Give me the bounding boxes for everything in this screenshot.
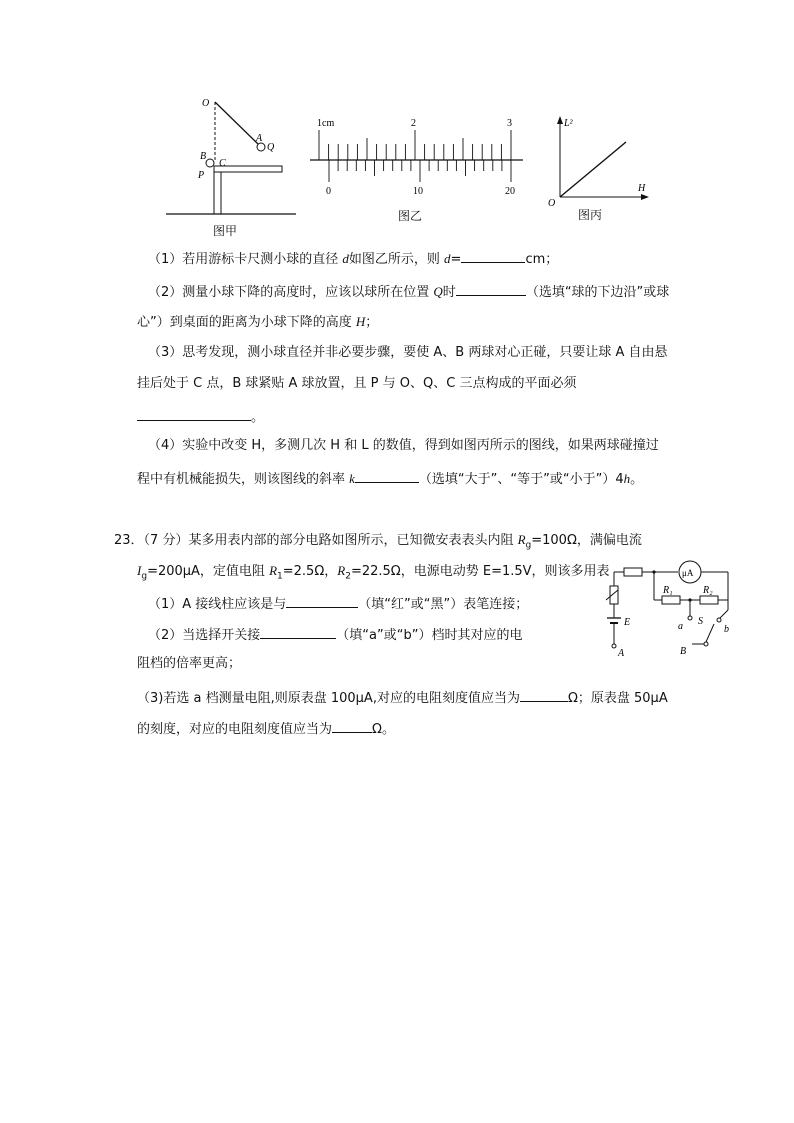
q22-part4-line1: （4）实验中改变 H，多测几次 H 和 L 的数值，得到如图丙所示的图线，如果两球碰撞过 <box>148 438 659 453</box>
main-label-3: 3 <box>507 118 512 129</box>
answer-blank-switch[interactable] <box>260 624 336 639</box>
q23-part3-line2: 的刻度，对应的电阻刻度值应当为 Ω。 <box>137 718 395 739</box>
label-p: P <box>198 170 205 181</box>
y-axis-label: L² <box>564 118 573 129</box>
resistor-top <box>624 568 642 576</box>
battery-label: E <box>624 617 631 628</box>
x-axis-arrow <box>641 194 649 200</box>
caption-yi: 图乙 <box>398 209 423 223</box>
answer-blank-resistance-100[interactable] <box>520 687 568 702</box>
meter-label: μA <box>682 568 694 578</box>
answer-blank-height-ref[interactable] <box>456 281 526 296</box>
ball-a <box>257 143 265 151</box>
figure-circuit <box>596 552 736 662</box>
answer-blank-probe-color[interactable] <box>286 593 358 608</box>
q23-line1: 23．（7 分）某多用表内部的部分电路如图所示，已知微安表表头内阻 $R_g=100\Omega$，满偏电流 <box>114 532 642 551</box>
terminal-a <box>612 644 616 648</box>
q23-part3-line1: （3)若选 a 档测量电阻,则原表盘 100μA,对应的电阻刻度值应当为 Ω；原表盘 50μA <box>137 687 668 708</box>
answer-blank-resistance-50[interactable] <box>332 718 372 733</box>
vernier-label-0: 0 <box>326 186 331 197</box>
graph-line <box>560 142 626 197</box>
main-scale <box>319 130 511 160</box>
label-o: O <box>202 98 210 109</box>
caption-jia: 图甲 <box>213 224 238 238</box>
x-axis-label: H <box>638 183 646 194</box>
label-q: Q <box>267 142 275 153</box>
answer-blank-slope[interactable] <box>355 468 419 483</box>
vernier-scale <box>329 160 511 182</box>
r1-label: R₁ <box>663 585 673 596</box>
q22-part2-line1: （2）测量小球下降的高度时，应该以球所在位置 Q时 （选填“球的下边沿”或球 <box>148 281 669 302</box>
terminal-a-label: A <box>618 648 625 659</box>
figure-bing-graph <box>540 112 655 207</box>
origin-label: O <box>548 198 556 207</box>
q23-part2: （2）当选择开关接 （填“a”或“b”）档时其对应的电 <box>148 624 522 645</box>
q22-part3-line1: （3）思考发现，测小球直径并非必要步骤，要使 A、B 两球对心正碰，只要让球 A 自由悬 <box>148 345 668 360</box>
label-c: C <box>219 158 226 169</box>
figure-yi-vernier <box>305 108 530 208</box>
vernier-label-20: 20 <box>505 186 515 197</box>
label-b: B <box>200 151 207 162</box>
rheostat <box>610 586 618 604</box>
answer-blank-plane[interactable] <box>137 406 251 421</box>
resistor-r2 <box>700 596 718 604</box>
contact-b-label: b <box>724 624 729 635</box>
q22-part2-line2: 心”）到桌面的距离为小球下降的高度 H； <box>137 314 379 330</box>
label-a: A <box>256 133 263 144</box>
main-label-2: 2 <box>411 118 416 129</box>
contact-a <box>688 616 692 620</box>
q22-part3-line3: 。 <box>137 406 264 427</box>
switch-arm <box>706 624 714 642</box>
r2-label: R₂ <box>703 585 713 596</box>
pendulum-string <box>215 102 258 144</box>
table-leg <box>214 172 221 214</box>
ball-b <box>206 159 214 167</box>
switch-pivot <box>704 642 708 646</box>
q22-part1: （1）若用游标卡尺测小球的直径 d如图乙所示，则 d= cm； <box>148 248 558 269</box>
wire <box>720 610 728 618</box>
resistor-r1 <box>662 596 680 604</box>
answer-blank-d[interactable] <box>461 248 525 263</box>
q22-part4-line2: 程中有机械能损失，则该图线的斜率 k （选填“大于”、“等于”或“小于”）4h。 <box>137 468 643 489</box>
caption-bing: 图丙 <box>578 208 603 222</box>
q23-part2-cont: 阻档的倍率更高； <box>137 656 242 671</box>
figure-jia <box>160 92 305 222</box>
q23-part1: （1）A 接线柱应该是与 （填“红”或“黑”）表笔连接； <box>148 593 528 614</box>
y-axis-arrow <box>557 116 563 124</box>
contact-b <box>717 618 721 622</box>
q22-part3-line2: 挂后处于 C 点，B 球紧贴 A 球放置，且 P 与 O、Q、C 三点构成的平面必须 <box>137 376 577 391</box>
terminal-b-label: B <box>680 646 687 657</box>
vernier-label-10: 10 <box>413 186 423 197</box>
main-label-1cm: 1cm <box>317 118 335 129</box>
switch-label: S <box>698 616 703 627</box>
contact-a-label: a <box>678 621 683 632</box>
q23-line2: $I_g=200\mu A$，定值电阻 $R_1=2.5\Omega$，$R_2=22.5\Omega$，电源电动势 E=1.5V，则该多用表 <box>137 563 610 582</box>
